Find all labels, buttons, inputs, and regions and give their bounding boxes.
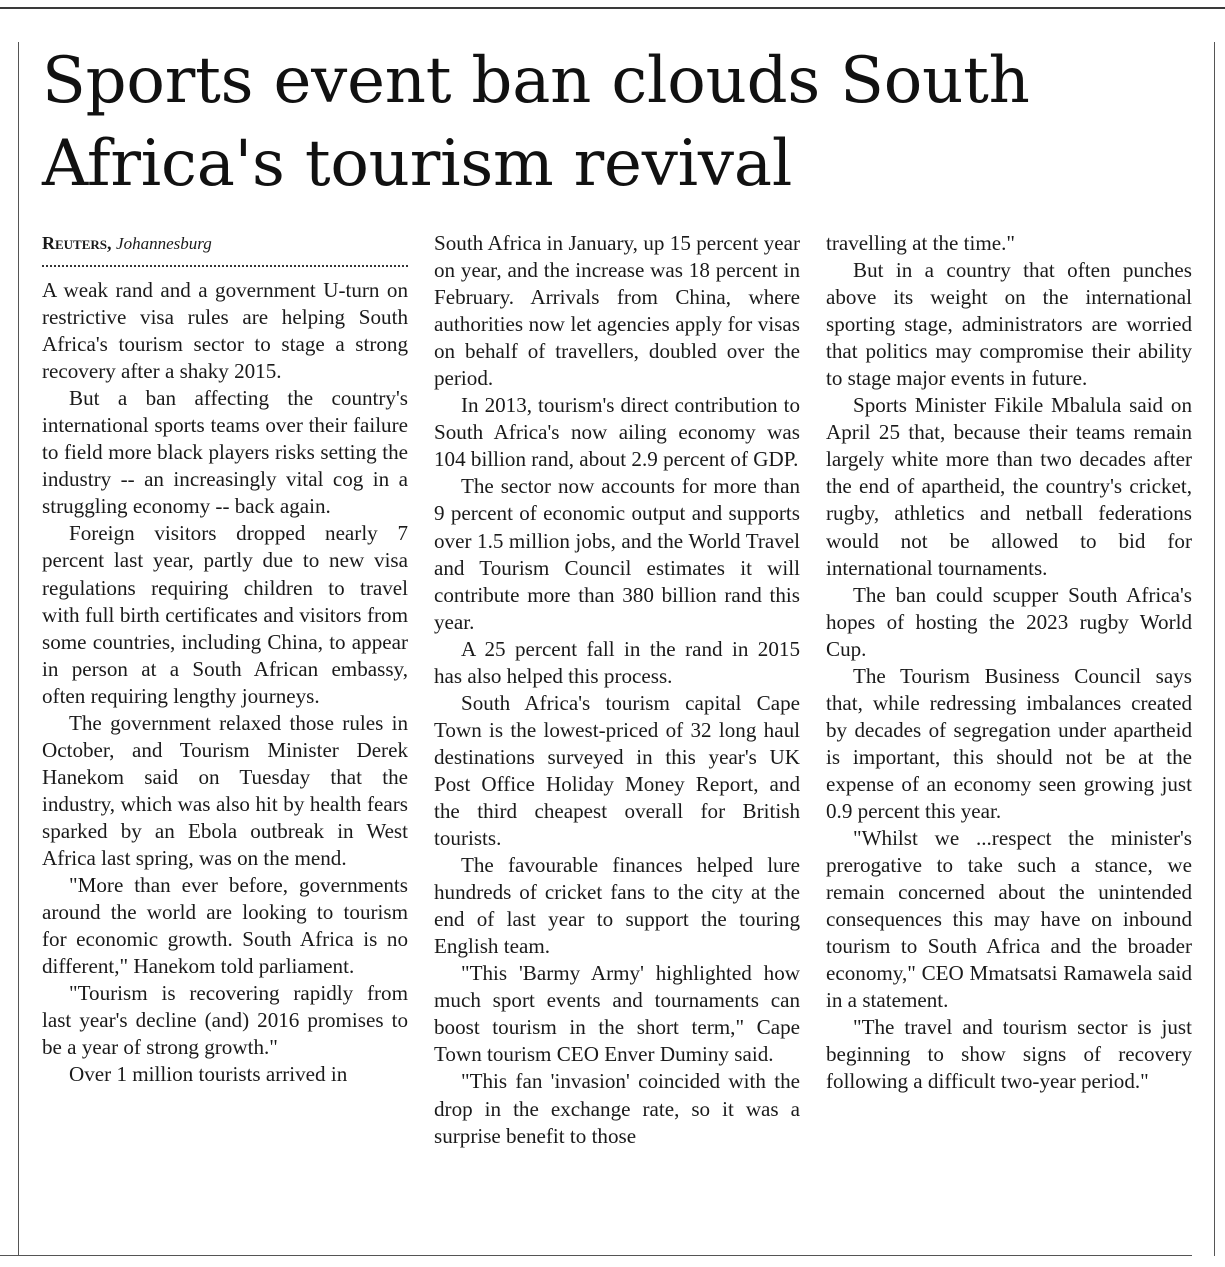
article-column-1 [42,230,408,1088]
byline-divider [42,265,408,267]
paragraph: "This 'Barmy Army' highlighted how much sport events and tournaments can boost tourism in the short term," Cape Town tourism CEO Enver Duminy said. [434,961,800,1067]
paragraph: But in a country that often punches above its weight on the international sporting stage, administrators are worried that politics may compromise their ability to stage major events in future. [826,258,1192,391]
byline [42,230,408,257]
article-column-3 [826,230,1192,1096]
paragraph: "More than ever before, governments around the world are looking to tourism for economic growth. South Africa is no different," Hanekom told parliament. [42,873,408,979]
right-border-rule [1214,42,1215,1256]
paragraph: "The travel and tourism sector is just beginning to show signs of recovery following a difficult two-year period." [826,1015,1192,1094]
bottom-border-rule [0,1255,1192,1256]
byline-location: Johannesburg [116,234,212,253]
top-border-rule [0,7,1225,9]
paragraph: travelling at the time." [826,231,1016,255]
paragraph: The government relaxed those rules in October, and Tourism Minister Derek Hanekom said on Tuesday that the industry, which was also hit by health fears sparked by an Ebola outbreak in West Africa last spring, was on the mend. [42,710,408,870]
headline: Sports event ban clouds South Africa's tourism revival [42,44,1030,201]
paragraph: A 25 percent fall in the rand in 2015 has also helped this process. [434,636,800,688]
paragraph: "This fan 'invasion' coincided with the drop in the exchange rate, so it was a surprise benefit to those [434,1069,800,1148]
paragraph: "Whilst we ...respect the minister's prerogative to take such a stance, we remain concerned about the unintended consequences this may have on inbound tourism to South Africa and the broader economy," CEO Mmatsatsi Ramawela said in a statement. [826,826,1192,1013]
paragraph: South Africa in January, up 15 percent year on year, and the increase was 18 percent in February. Arrivals from China, where authorities now let agencies apply for visas on behalf of travellers, doubled over the period. [434,231,800,391]
paragraph: The favourable finances helped lure hundreds of cricket fans to the city at the end of last year to support the touring English team. [434,853,800,959]
article-column-2 [434,230,800,1150]
byline-agency: Reuters, [42,233,112,253]
paragraph: Over 1 million tourists arrived in [69,1062,348,1087]
left-border-rule [18,42,19,1256]
paragraph: A weak rand and a government U-turn on restrictive visa rules are helping South Africa's tourism sector to stage a strong recovery after a shaky 2015. [42,278,408,384]
paragraph: "Tourism is recovering rapidly from last year's decline (and) 2016 promises to be a year of strong growth." [42,981,408,1060]
paragraph: The sector now accounts for more than 9 percent of economic output and supports over 1.5 million jobs, and the World Travel and Tourism Council estimates it will contribute more than 380 billion rand this year. [434,474,800,634]
paragraph: Sports Minister Fikile Mbalula said on April 25 that, because their teams remain largely white more than two decades after the end of apartheid, the country's cricket, rugby, athletics and netball federations would not be allowed to bid for international tournaments. [826,393,1192,580]
paragraph: The Tourism Business Council says that, while redressing imbalances created by decades of segregation under apartheid is important, this should not be at the expense of an economy seen growing just 0.9 percent this year. [826,663,1192,823]
paragraph: The ban could scupper South Africa's hopes of hosting the 2023 rugby World Cup. [826,582,1192,661]
paragraph: South Africa's tourism capital Cape Town is the lowest-priced of 32 long haul destinations surveyed in this year's UK Post Office Holiday Money Report, and the third cheapest overall for British tourists. [434,690,800,851]
paragraph: In 2013, tourism's direct contribution to South Africa's now ailing economy was 104 billion rand, about 2.9 percent of GDP. [434,393,800,472]
paragraph: But a ban affecting the country's international sports teams over their failure to field more black players risks setting the industry -- an increasingly vital cog in a struggling economy -- back again. [42,386,408,519]
paragraph: Foreign visitors dropped nearly 7 percent last year, partly due to new visa regulations requiring children to travel with full birth certificates and visitors from some countries, including China, to appear in person at a South African embassy, often requiring lengthy journeys. [42,521,408,708]
